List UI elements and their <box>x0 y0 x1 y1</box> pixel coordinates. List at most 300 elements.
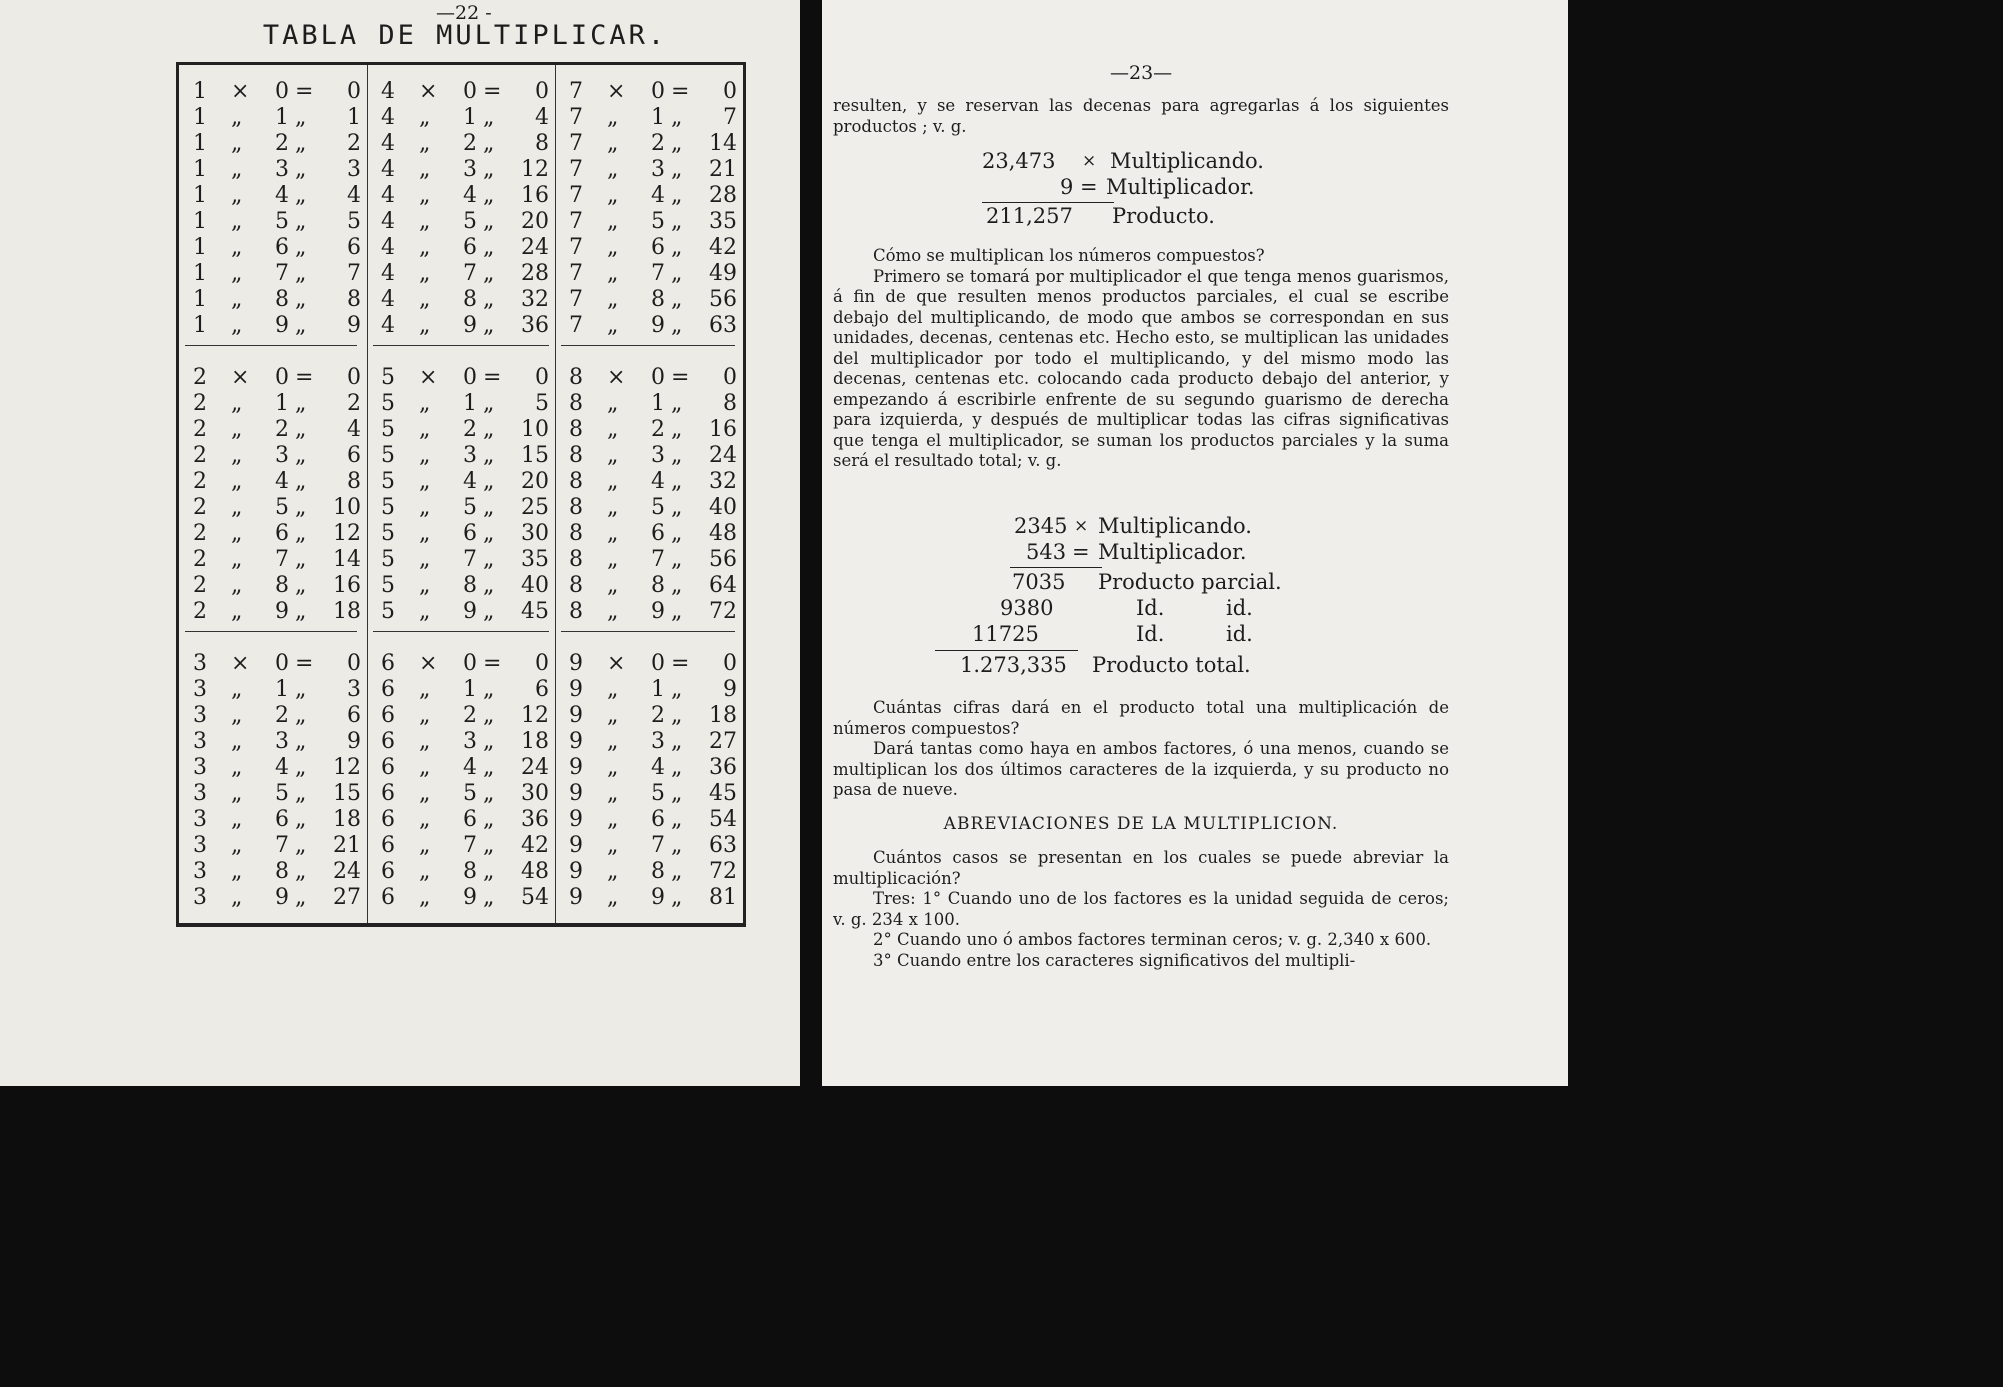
operator: „ <box>419 157 431 182</box>
example-number: 23,473 <box>982 149 1056 173</box>
table-row <box>561 833 741 859</box>
table-row <box>185 807 365 833</box>
table-block <box>561 365 741 627</box>
question-text: Cómo se multiplican los números compuestos? <box>873 246 1265 265</box>
operator: × <box>231 365 250 390</box>
equals-mark: „ <box>671 833 683 858</box>
multiplicand: 7 <box>569 261 583 286</box>
multiplicand: 2 <box>193 521 207 546</box>
example-number: 7035 <box>1012 570 1066 594</box>
table-row <box>373 885 553 911</box>
product: 81 <box>709 885 737 910</box>
equals-mark: „ <box>671 495 683 520</box>
operator: „ <box>231 573 243 598</box>
row-divider <box>185 345 357 346</box>
question-text: Cuántas cifras dará en el producto total una multiplicación de números compuestos? <box>833 698 1449 738</box>
multiplicand: 9 <box>569 677 583 702</box>
operator: „ <box>607 131 619 156</box>
operator: „ <box>419 417 431 442</box>
multiplier: 9 <box>463 599 477 624</box>
row-divider <box>373 345 549 346</box>
equals-mark: „ <box>295 443 307 468</box>
section-heading: ABREVIACIONES DE LA MULTIPLICION. <box>943 814 1339 834</box>
table-row <box>561 157 741 183</box>
multiplicand: 2 <box>193 391 207 416</box>
table-row <box>561 105 741 131</box>
equals-mark: „ <box>671 235 683 260</box>
operator: „ <box>607 677 619 702</box>
product: 0 <box>535 365 549 390</box>
multiplicand: 8 <box>569 469 583 494</box>
equals-mark: = <box>483 365 502 390</box>
equals-mark: = <box>295 365 314 390</box>
multiplier: 1 <box>275 677 289 702</box>
equals-mark: „ <box>483 417 495 442</box>
table-row <box>373 131 553 157</box>
equals-mark: „ <box>483 209 495 234</box>
multiplicand: 6 <box>381 755 395 780</box>
product: 0 <box>723 651 737 676</box>
equals-mark: „ <box>671 209 683 234</box>
operator: „ <box>231 729 243 754</box>
column-divider <box>555 65 556 923</box>
equals-mark: „ <box>671 755 683 780</box>
multiplicand: 2 <box>193 495 207 520</box>
multiplicand: 8 <box>569 417 583 442</box>
multiplicand: 8 <box>569 521 583 546</box>
table-row <box>373 469 553 495</box>
table-row <box>373 573 553 599</box>
row-divider <box>373 631 549 632</box>
equals-mark: „ <box>295 469 307 494</box>
equals-mark: = <box>483 79 502 104</box>
equals-mark: „ <box>295 313 307 338</box>
equals-mark: „ <box>671 287 683 312</box>
equals-mark: „ <box>295 131 307 156</box>
equals-mark: „ <box>483 833 495 858</box>
multiplier: 2 <box>651 131 665 156</box>
operator: „ <box>231 703 243 728</box>
table-row <box>185 573 365 599</box>
product: 18 <box>521 729 549 754</box>
multiplier: 9 <box>275 885 289 910</box>
equals-mark: „ <box>483 729 495 754</box>
product: 40 <box>709 495 737 520</box>
equals-mark: „ <box>483 287 495 312</box>
table-row <box>185 859 365 885</box>
multiplier: 2 <box>275 703 289 728</box>
product: 48 <box>709 521 737 546</box>
equals-mark: „ <box>295 807 307 832</box>
equals-mark: = <box>483 651 502 676</box>
multiplier: 2 <box>651 703 665 728</box>
multiplier: 6 <box>651 807 665 832</box>
table-row <box>373 651 553 677</box>
multiplicand: 4 <box>381 209 395 234</box>
table-row <box>373 859 553 885</box>
multiplier: 8 <box>275 287 289 312</box>
multiplier: 3 <box>275 157 289 182</box>
product: 16 <box>709 417 737 442</box>
equals-mark: = <box>671 79 690 104</box>
multiplier: 3 <box>651 729 665 754</box>
multiplier: 6 <box>275 235 289 260</box>
equals-mark: „ <box>671 677 683 702</box>
product: 72 <box>709 599 737 624</box>
product: 36 <box>521 313 549 338</box>
multiplicand: 1 <box>193 261 207 286</box>
product: 0 <box>347 365 361 390</box>
operator: „ <box>607 235 619 260</box>
case-text: Tres: 1° Cuando uno de los factores es la unidad seguida de ceros; v. g. 234 x 100. <box>833 889 1449 929</box>
product: 9 <box>347 313 361 338</box>
operator: „ <box>607 287 619 312</box>
product: 12 <box>333 755 361 780</box>
multiplier: 2 <box>463 703 477 728</box>
product: 7 <box>723 105 737 130</box>
table-row <box>185 469 365 495</box>
equals-mark: „ <box>295 521 307 546</box>
product: 28 <box>521 261 549 286</box>
multiplier: 8 <box>463 573 477 598</box>
equals-mark: „ <box>295 885 307 910</box>
operator: „ <box>231 547 243 572</box>
operator: „ <box>419 885 431 910</box>
product: 3 <box>347 677 361 702</box>
multiplicand: 8 <box>569 599 583 624</box>
equals-mark: „ <box>483 131 495 156</box>
product: 15 <box>521 443 549 468</box>
multiplier: 8 <box>651 859 665 884</box>
product: 27 <box>333 885 361 910</box>
product: 3 <box>347 157 361 182</box>
product: 24 <box>521 755 549 780</box>
multiplier: 2 <box>275 417 289 442</box>
example-label: Producto total. <box>1092 653 1251 677</box>
multiplier: 6 <box>275 807 289 832</box>
multiplicand: 5 <box>381 417 395 442</box>
multiplier: 9 <box>275 313 289 338</box>
operator: „ <box>231 495 243 520</box>
times-sign: × <box>1074 516 1089 536</box>
equals-mark: „ <box>483 157 495 182</box>
product: 6 <box>347 703 361 728</box>
equals-mark: „ <box>671 521 683 546</box>
multiplicand: 9 <box>569 755 583 780</box>
table-row <box>185 729 365 755</box>
equals-mark: = <box>671 365 690 390</box>
equals-mark: „ <box>295 755 307 780</box>
table-row <box>561 443 741 469</box>
table-row <box>373 755 553 781</box>
equals-mark: „ <box>295 703 307 728</box>
table-row <box>373 365 553 391</box>
multiplicand: 4 <box>381 313 395 338</box>
table-row <box>561 417 741 443</box>
product: 8 <box>723 391 737 416</box>
product: 36 <box>521 807 549 832</box>
intro-text: resulten, y se reservan las decenas para agregarlas á los siguientes productos ; v. g. <box>833 96 1449 136</box>
question-paragraph <box>833 848 1449 971</box>
product: 7 <box>347 261 361 286</box>
multiplier: 1 <box>463 391 477 416</box>
table-row <box>185 833 365 859</box>
product: 8 <box>347 469 361 494</box>
multiplicand: 5 <box>381 443 395 468</box>
table-block <box>373 651 553 913</box>
multiplicand: 1 <box>193 209 207 234</box>
table-row <box>185 755 365 781</box>
multiplicand: 1 <box>193 183 207 208</box>
product: 42 <box>521 833 549 858</box>
product: 21 <box>709 157 737 182</box>
multiplier: 4 <box>463 469 477 494</box>
multiplicand: 3 <box>193 885 207 910</box>
product: 6 <box>347 235 361 260</box>
table-row <box>373 183 553 209</box>
operator: „ <box>607 495 619 520</box>
column-divider <box>367 65 368 923</box>
example-label: Multiplicador. <box>1106 175 1255 199</box>
product: 10 <box>521 417 549 442</box>
multiplicand: 4 <box>381 183 395 208</box>
multiplier: 8 <box>463 859 477 884</box>
multiplier: 5 <box>275 781 289 806</box>
equals-mark: „ <box>483 235 495 260</box>
multiplicand: 8 <box>569 495 583 520</box>
product: 35 <box>709 209 737 234</box>
multiplier: 1 <box>463 677 477 702</box>
multiplicand: 6 <box>381 781 395 806</box>
table-row <box>373 235 553 261</box>
table-row <box>185 131 365 157</box>
operator: „ <box>419 859 431 884</box>
multiplicand: 3 <box>193 781 207 806</box>
table-row <box>373 729 553 755</box>
operator: „ <box>419 469 431 494</box>
operator: „ <box>419 677 431 702</box>
multiplication-table <box>176 62 746 927</box>
operator: „ <box>231 443 243 468</box>
multiplicand: 6 <box>381 677 395 702</box>
table-row <box>561 703 741 729</box>
table-row <box>561 573 741 599</box>
multiplier: 1 <box>651 105 665 130</box>
multiplicand: 5 <box>381 521 395 546</box>
equals-mark: = <box>671 651 690 676</box>
multiplicand: 2 <box>193 469 207 494</box>
multiplicand: 8 <box>569 391 583 416</box>
multiplicand: 6 <box>381 651 395 676</box>
operator: „ <box>419 183 431 208</box>
table-row <box>185 417 365 443</box>
equals-mark: „ <box>671 157 683 182</box>
table-row <box>561 131 741 157</box>
operator: „ <box>231 391 243 416</box>
multiplier: 6 <box>463 521 477 546</box>
table-block <box>561 651 741 913</box>
equals-mark: „ <box>483 677 495 702</box>
example-number: 211,257 <box>986 204 1073 228</box>
multiplier: 1 <box>275 105 289 130</box>
multiplier: 2 <box>275 131 289 156</box>
table-row <box>561 469 741 495</box>
multiplier: 1 <box>651 391 665 416</box>
multiplier: 7 <box>651 547 665 572</box>
multiplicand: 9 <box>569 807 583 832</box>
multiplicand: 1 <box>193 313 207 338</box>
operator: × <box>419 651 438 676</box>
multiplier: 0 <box>463 651 477 676</box>
operator: „ <box>419 105 431 130</box>
operator: „ <box>231 781 243 806</box>
table-block <box>561 79 741 341</box>
multiplicand: 7 <box>569 183 583 208</box>
operator: „ <box>231 807 243 832</box>
operator: „ <box>607 599 619 624</box>
operator: „ <box>231 521 243 546</box>
product: 49 <box>709 261 737 286</box>
product: 15 <box>333 781 361 806</box>
multiplier: 4 <box>463 755 477 780</box>
multiplier: 1 <box>463 105 477 130</box>
multiplicand: 5 <box>381 599 395 624</box>
equals-mark: = <box>295 79 314 104</box>
multiplier: 6 <box>275 521 289 546</box>
equals-mark: „ <box>295 157 307 182</box>
operator: „ <box>419 729 431 754</box>
multiplier: 2 <box>651 417 665 442</box>
operator: „ <box>419 703 431 728</box>
multiplicand: 3 <box>193 651 207 676</box>
product: 18 <box>333 807 361 832</box>
times-sign: × <box>1082 151 1097 171</box>
product: 40 <box>521 573 549 598</box>
operator: × <box>419 79 438 104</box>
multiplicand: 7 <box>569 105 583 130</box>
equals-mark: „ <box>295 391 307 416</box>
multiplicand: 9 <box>569 781 583 806</box>
multiplier: 1 <box>275 391 289 416</box>
multiplier: 4 <box>463 183 477 208</box>
multiplier: 3 <box>463 729 477 754</box>
operator: „ <box>231 885 243 910</box>
table-row <box>185 261 365 287</box>
multiplicand: 1 <box>193 79 207 104</box>
product: 4 <box>347 417 361 442</box>
multiplicand: 8 <box>569 365 583 390</box>
multiplicand: 7 <box>569 131 583 156</box>
multiplier: 3 <box>463 157 477 182</box>
multiplicand: 1 <box>193 131 207 156</box>
operator: „ <box>231 287 243 312</box>
multiplier: 3 <box>651 443 665 468</box>
multiplier: 3 <box>463 443 477 468</box>
operator: „ <box>231 417 243 442</box>
product: 30 <box>521 521 549 546</box>
multiplier: 4 <box>651 755 665 780</box>
product: 45 <box>521 599 549 624</box>
table-row <box>561 807 741 833</box>
equals-mark: „ <box>483 469 495 494</box>
multiplier: 6 <box>651 235 665 260</box>
table-row <box>373 105 553 131</box>
multiplicand: 6 <box>381 859 395 884</box>
table-row <box>561 287 741 313</box>
operator: „ <box>419 261 431 286</box>
equals-mark: „ <box>483 313 495 338</box>
multiplier: 7 <box>275 547 289 572</box>
multiplier: 7 <box>275 833 289 858</box>
table-row <box>373 313 553 339</box>
multiplicand: 9 <box>569 859 583 884</box>
operator: „ <box>231 105 243 130</box>
multiplicand: 3 <box>193 729 207 754</box>
table-row <box>373 833 553 859</box>
example-label: Multiplicador. <box>1098 540 1247 564</box>
equals-mark: „ <box>671 469 683 494</box>
product: 24 <box>333 859 361 884</box>
equals-mark: „ <box>483 599 495 624</box>
table-row <box>561 547 741 573</box>
multiplicand: 9 <box>569 651 583 676</box>
product: 20 <box>521 469 549 494</box>
multiplier: 7 <box>463 261 477 286</box>
product: 10 <box>333 495 361 520</box>
product: 1 <box>347 105 361 130</box>
table-row <box>373 157 553 183</box>
multiplicand: 1 <box>193 287 207 312</box>
page-number: —22 - <box>436 2 492 24</box>
multiplier: 5 <box>651 781 665 806</box>
equals-mark: „ <box>671 391 683 416</box>
multiplicand: 9 <box>569 729 583 754</box>
operator: „ <box>607 261 619 286</box>
product: 9 <box>347 729 361 754</box>
table-block <box>373 365 553 627</box>
multiplicand: 2 <box>193 599 207 624</box>
multiplicand: 7 <box>569 209 583 234</box>
multiplicand: 6 <box>381 833 395 858</box>
operator: „ <box>607 859 619 884</box>
table-row <box>185 443 365 469</box>
multiplier: 7 <box>651 833 665 858</box>
multiplier: 9 <box>463 885 477 910</box>
equals-mark: „ <box>295 183 307 208</box>
multiplier: 9 <box>275 599 289 624</box>
multiplier: 5 <box>275 209 289 234</box>
example-label: Producto parcial. <box>1098 570 1282 594</box>
operator: „ <box>607 547 619 572</box>
multiplicand: 9 <box>569 833 583 858</box>
product: 24 <box>709 443 737 468</box>
operator: „ <box>419 781 431 806</box>
multiplier: 3 <box>275 729 289 754</box>
multiplier: 7 <box>463 547 477 572</box>
table-row <box>373 781 553 807</box>
sum-line <box>935 650 1078 651</box>
operator: „ <box>419 235 431 260</box>
operator: × <box>419 365 438 390</box>
product: 24 <box>521 235 549 260</box>
equals-mark: „ <box>671 859 683 884</box>
equals-mark: „ <box>671 131 683 156</box>
multiplicand: 2 <box>193 547 207 572</box>
table-row <box>561 79 741 105</box>
multiplier: 8 <box>651 573 665 598</box>
table-block <box>373 79 553 341</box>
table-row <box>561 729 741 755</box>
